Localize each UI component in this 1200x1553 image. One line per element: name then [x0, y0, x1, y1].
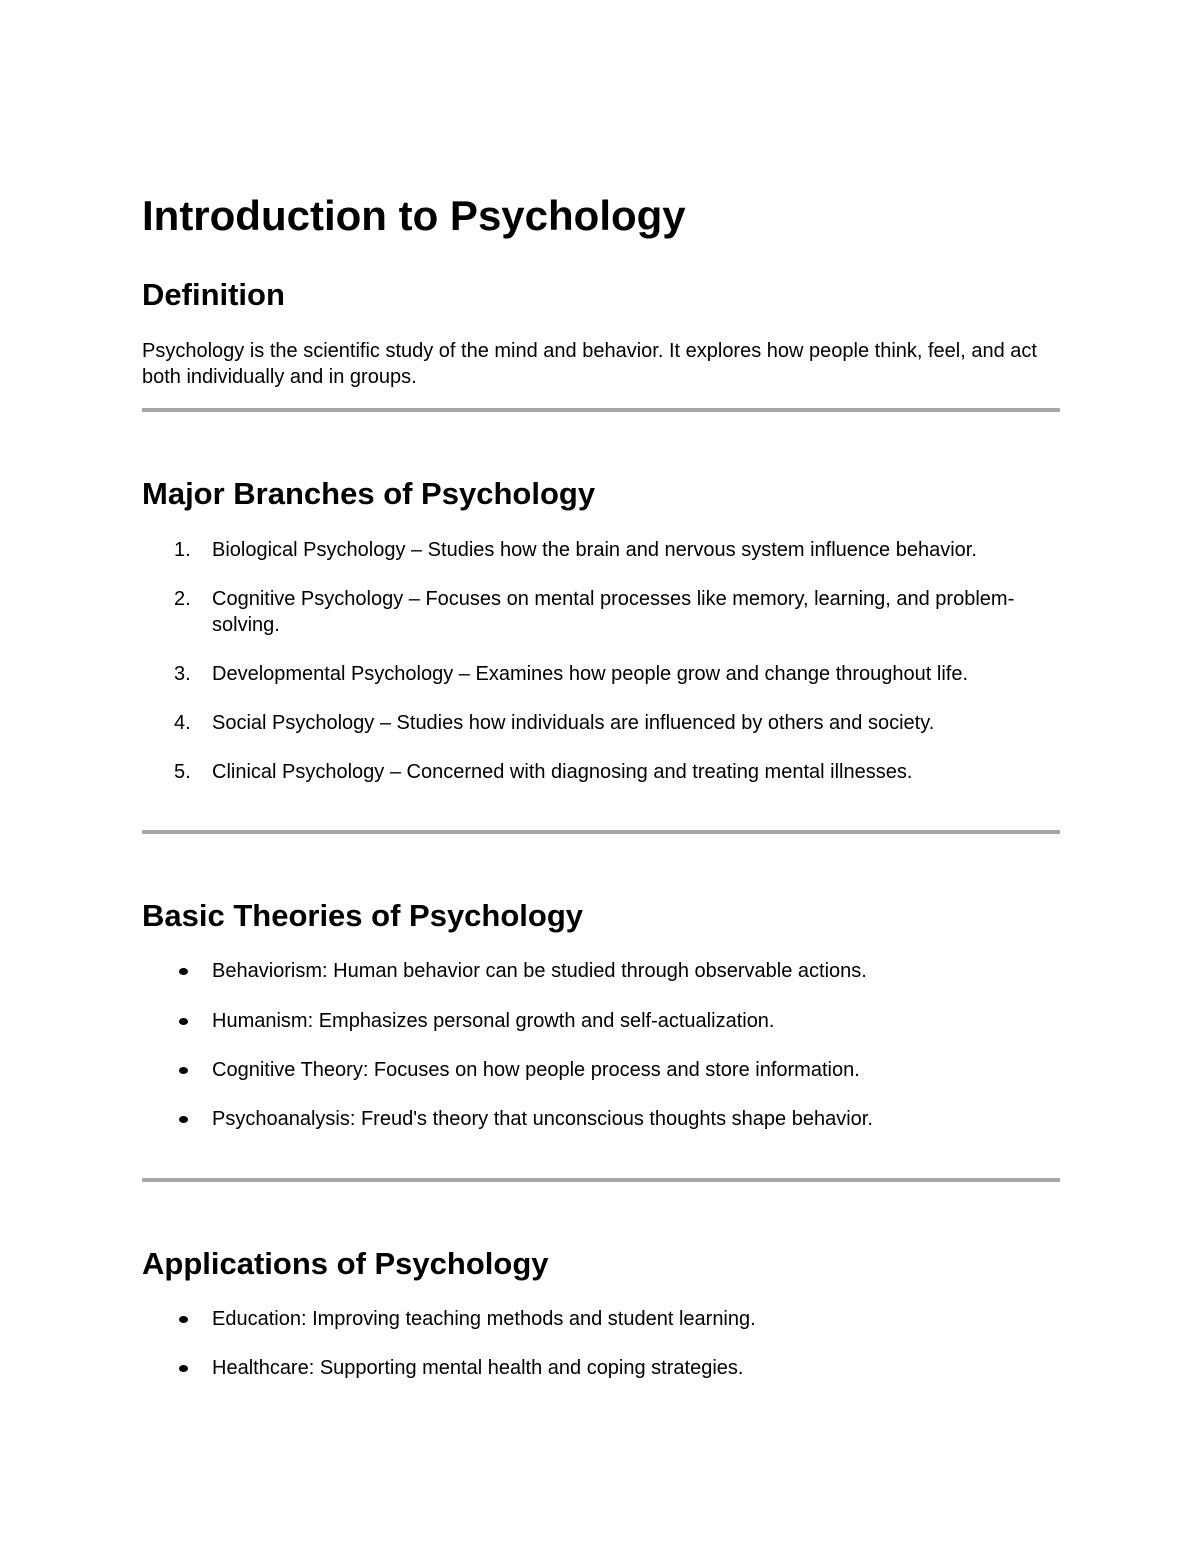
list-number: 2. — [174, 588, 191, 610]
list-number: 3. — [174, 663, 191, 685]
bullet-icon — [179, 1018, 188, 1025]
list-number: 5. — [174, 761, 191, 783]
applications-heading: Applications of Psychology — [142, 1246, 549, 1281]
list-item-text: Healthcare: Supporting mental health and coping strategies. — [212, 1357, 744, 1379]
list-item-text: Behaviorism: Human behavior can be studied through observable actions. — [212, 960, 867, 982]
list-item-text: Clinical Psychology – Concerned with diagnosing and treating mental illnesses. — [212, 761, 913, 783]
list-item-text: Cognitive Psychology – Focuses on mental processes like memory, learning, and problem-solving. — [212, 588, 1015, 636]
list-number: 1. — [174, 539, 191, 561]
section-divider — [142, 408, 1060, 412]
list-item-text: Cognitive Theory: Focuses on how people process and store information. — [212, 1059, 860, 1081]
branches-heading: Major Branches of Psychology — [142, 476, 596, 511]
list-item-text: Biological Psychology – Studies how the brain and nervous system influence behavior. — [212, 539, 977, 561]
bullet-icon — [179, 1116, 188, 1123]
section-divider — [142, 830, 1060, 834]
bullet-icon — [179, 1365, 188, 1372]
bullet-icon — [179, 1316, 188, 1323]
bullet-icon — [179, 968, 188, 975]
section-divider — [142, 1178, 1060, 1182]
bullet-icon — [179, 1067, 188, 1074]
definition-heading: Definition — [142, 277, 285, 312]
list-item-text: Education: Improving teaching methods and student learning. — [212, 1308, 756, 1330]
list-item-text: Humanism: Emphasizes personal growth and self-actualization. — [212, 1010, 775, 1032]
list-number: 4. — [174, 712, 191, 734]
definition-text: Psychology is the scientific study of the mind and behavior. It explores how people think, feel, and act both individually and in groups. — [142, 340, 1037, 388]
document-title: Introduction to Psychology — [142, 192, 686, 239]
theories-heading: Basic Theories of Psychology — [142, 898, 584, 933]
list-item-text: Psychoanalysis: Freud's theory that unconscious thoughts shape behavior. — [212, 1108, 873, 1130]
list-item-text: Social Psychology – Studies how individuals are influenced by others and society. — [212, 712, 935, 734]
list-item-text: Developmental Psychology – Examines how people grow and change throughout life. — [212, 663, 969, 685]
